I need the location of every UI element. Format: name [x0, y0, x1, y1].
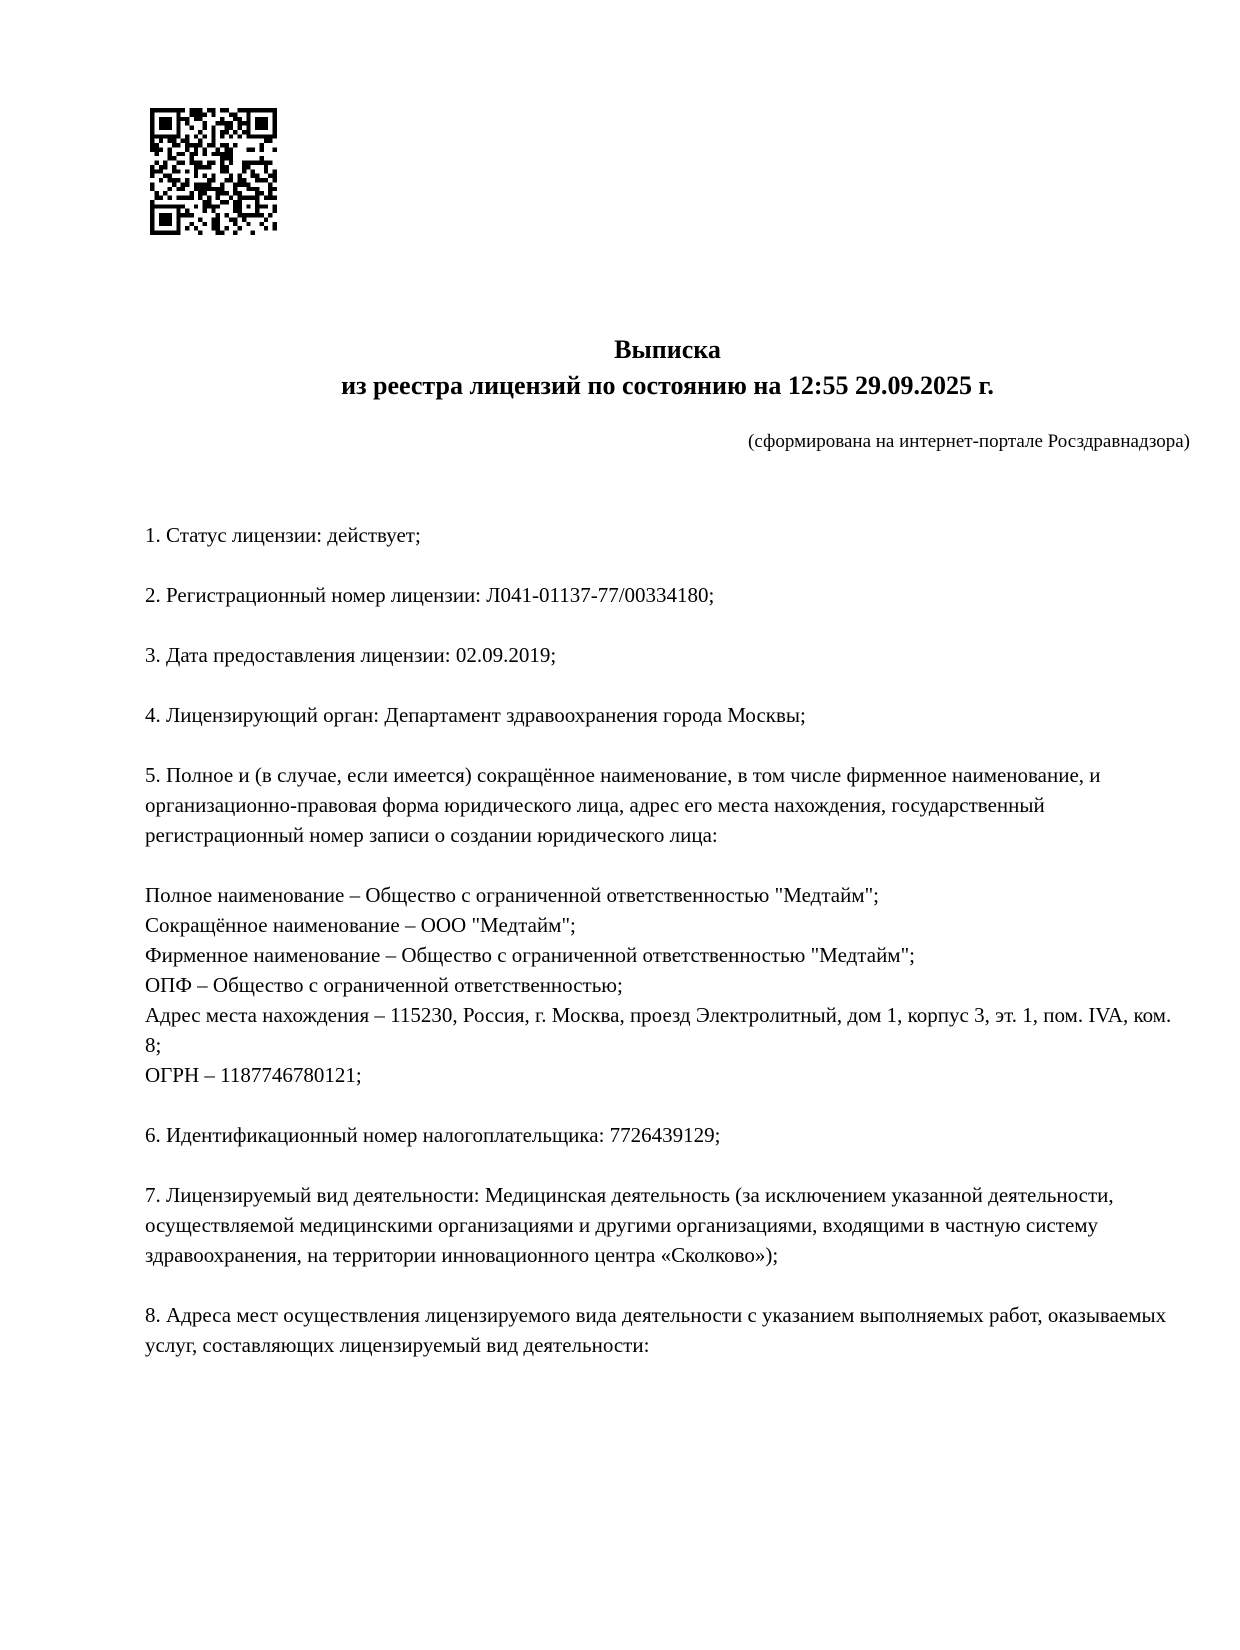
- clause-license-status: 1. Статус лицензии: действует;: [145, 523, 421, 547]
- entity-brand-name: Фирменное наименование – Общество с ограниченной ответственностью "Медтайм";: [145, 943, 915, 967]
- clause-activity-addresses: 8. Адреса мест осуществления лицензируемого вида деятельности с указанием выполняемых работ, оказываемых услуг, составляющих лицензируемый вид деятельности:: [145, 1303, 1167, 1357]
- clause-entity-info-heading: 5. Полное и (в случае, если имеется) сокращённое наименование, в том числе фирменное наименование, и организационно-правовая форма юридического лица, адрес его места нахождения, государственный регистрационный номер записи о создании юридического лица:: [145, 763, 1101, 847]
- title-line-2: из реестра лицензий по состоянию на 12:55 29.09.2025 г.: [341, 371, 994, 400]
- title-line-1: Выписка: [614, 335, 721, 364]
- entity-short-name: Сокращённое наименование – ООО "Медтайм";: [145, 913, 576, 937]
- clause-licensed-activity: 7. Лицензируемый вид деятельности: Медицинская деятельность (за исключением указанной деятельности, осуществляемой медицинскими организациями и другими организациями, входящими в частную систему здравоохранения, на территории инновационного центра «Сколково»);: [145, 1183, 1114, 1267]
- qr-code-image: [150, 108, 277, 235]
- document-title: [145, 332, 1190, 404]
- qr-code-icon: [150, 108, 277, 235]
- document-body: [145, 520, 1190, 1390]
- entity-full-name: Полное наименование – Общество с ограниченной ответственностью "Медтайм";: [145, 883, 880, 907]
- entity-details: [145, 880, 1190, 1090]
- generation-note: (сформирована на интернет-портале Росздравнадзора): [748, 431, 1190, 452]
- entity-address: Адрес места нахождения – 115230, Россия, г. Москва, проезд Электролитный, дом 1, корпус 3, эт. 1, пом. IVA, ком. 8;: [145, 1003, 1172, 1057]
- clause-registration-number: 2. Регистрационный номер лицензии: Л041-01137-77/00334180;: [145, 583, 715, 607]
- clause-grant-date: 3. Дата предоставления лицензии: 02.09.2019;: [145, 643, 557, 667]
- entity-ogrn: ОГРН – 1187746780121;: [145, 1063, 362, 1087]
- clause-inn: 6. Идентификационный номер налогоплательщика: 7726439129;: [145, 1123, 721, 1147]
- entity-legal-form: ОПФ – Общество с ограниченной ответственностью;: [145, 973, 623, 997]
- clause-licensing-authority: 4. Лицензирующий орган: Департамент здравоохранения города Москвы;: [145, 703, 806, 727]
